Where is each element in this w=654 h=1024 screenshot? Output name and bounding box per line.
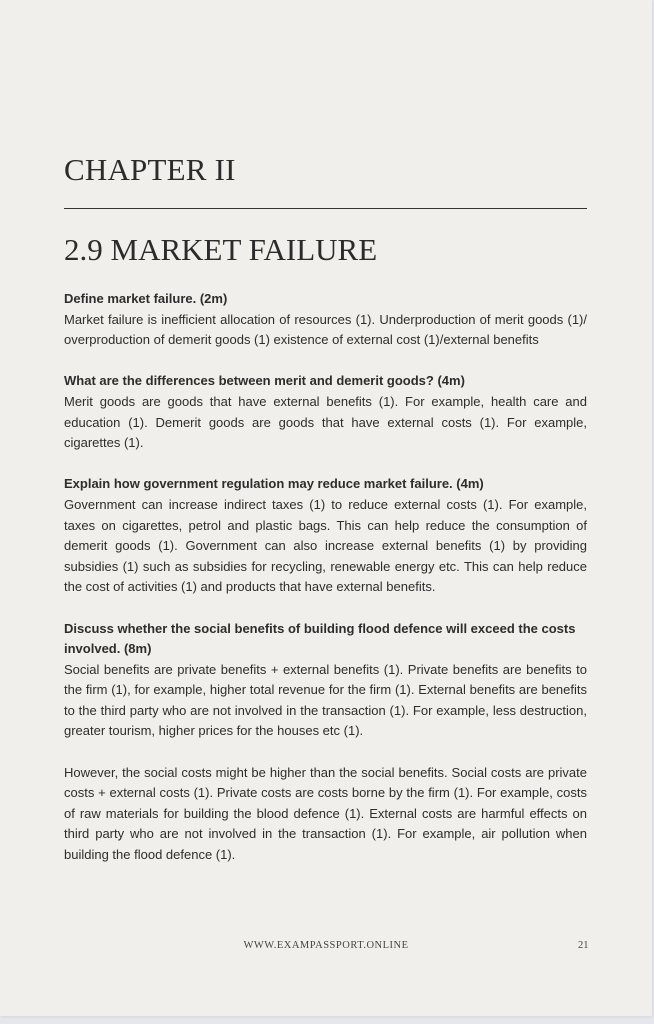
answer-paragraph: Market failure is inefficient allocation of resources (1). Underproduction of merit goods (1)/ overproduction of demerit goods (1) existence of external cost (1)/external benefits [64,311,587,348]
content-body [64,289,587,886]
section-title: 2.9 MARKET FAILURE [64,232,378,267]
heading-divider [64,208,587,209]
question: Define market failure. (2m) [64,291,228,306]
chapter-heading: CHAPTER II [64,152,236,187]
answer [64,392,587,454]
question: Discuss whether the social benefits of building flood defence will exceed the costs involved. (8m) [64,620,576,657]
answer [64,660,587,866]
qa-item [64,371,587,453]
qa-item [64,289,587,351]
answer-paragraph: However, the social costs might be higher than the social benefits. Social costs are private costs + external costs (1). Private costs are costs borne by the firm (1). For example, costs of raw materials for building the blood defence (1). External costs are harmful effects on third party who are not involved in the transaction (1). For example, air pollution when building the flood defence (1). [64,764,587,863]
qa-item [64,619,587,866]
answer-paragraph: Government can increase indirect taxes (1) to reduce external costs (1). For example, taxes on cigarettes, petrol and plastic bags. This can help reduce the consumption of demerit goods (1). Government can also increase external benefits (1) by providing subsidies (1) such as subsidies for recycling, renewable energy etc. This can help reduce the cost of activities (1) and products that have external benefits. [64,496,587,595]
question: What are the differences between merit and demerit goods? (4m) [64,373,465,389]
answer [64,310,587,351]
page-number: 21 [578,940,589,951]
footer-website: WWW.EXAMPASSPORT.ONLINE [243,940,409,951]
answer [64,495,587,598]
question: Explain how government regulation may reduce market failure. (4m) [64,476,484,492]
answer-paragraph: Merit goods are goods that have external benefits (1). For example, health care and education (1). Demerit goods are goods that have external costs (1). For example, cigarettes (1). [64,393,587,451]
answer-paragraph: Social benefits are private benefits + external benefits (1). Private benefits are benefits to the firm (1), for example, higher total revenue for the firm (1). External benefits are benefits to the third party who are not involved in the transaction (1). For example, less destruction, greater tourism, higher prices for the houses etc (1). [64,661,587,739]
qa-item [64,474,587,598]
